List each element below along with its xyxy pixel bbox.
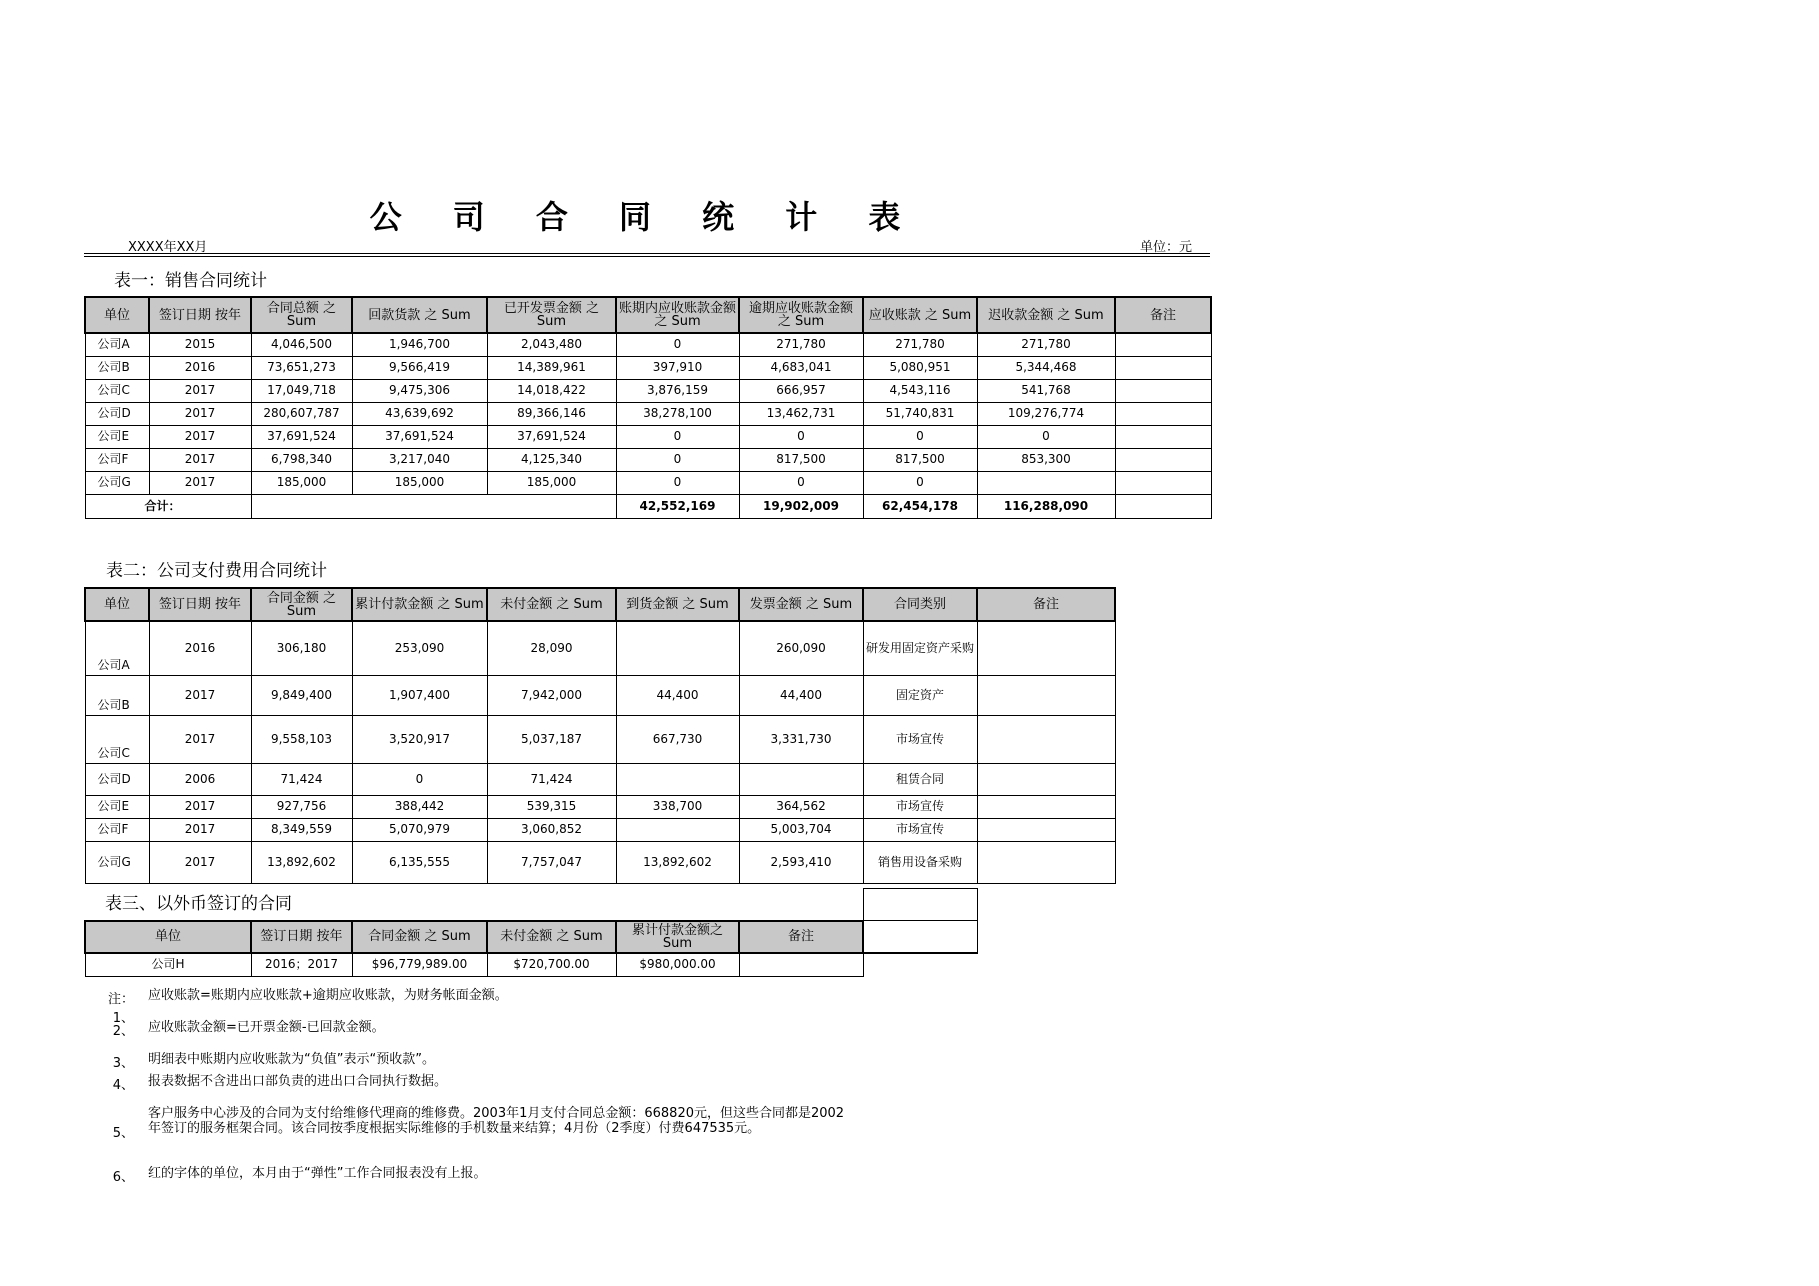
note-number: 注：1、 bbox=[107, 992, 134, 1026]
table1-cell: 37,691,524 bbox=[487, 425, 616, 448]
table2-cell: 市场宣传 bbox=[863, 715, 977, 763]
table2-cell: 0 bbox=[352, 763, 487, 795]
table1-cell: 73,651,273 bbox=[251, 356, 352, 379]
table2-cell: 5,037,187 bbox=[487, 715, 616, 763]
table2-cell: 388,442 bbox=[352, 795, 487, 818]
table3-header-cell: 单位 bbox=[85, 921, 251, 953]
table2-cell: 13,892,602 bbox=[251, 841, 352, 883]
table1-cell: 185,000 bbox=[251, 471, 352, 494]
table3-cell: 公司H bbox=[85, 953, 251, 977]
table3-cell: 2016；2017 bbox=[251, 953, 352, 977]
table1-cell: 2,043,480 bbox=[487, 333, 616, 356]
table-row bbox=[85, 333, 1211, 356]
table-row bbox=[85, 402, 1211, 425]
table2-cell bbox=[977, 818, 1115, 841]
table-row bbox=[85, 621, 1115, 675]
table2-cell bbox=[616, 763, 739, 795]
table-row bbox=[85, 953, 977, 977]
table2-header-cell: 合同金额 之 Sum bbox=[251, 588, 352, 621]
table2-cell: 253,090 bbox=[352, 621, 487, 675]
table-row bbox=[85, 425, 1211, 448]
table2-cell bbox=[739, 763, 863, 795]
table2-cell: 364,562 bbox=[739, 795, 863, 818]
table2-cell: 2017 bbox=[149, 795, 251, 818]
table2-cell: 71,424 bbox=[487, 763, 616, 795]
table2-cell bbox=[977, 795, 1115, 818]
table1-cell: 109,276,774 bbox=[977, 402, 1115, 425]
company-cell: 公司F bbox=[85, 818, 149, 841]
table2-header-row bbox=[85, 588, 1115, 621]
table1-cell bbox=[1115, 379, 1211, 402]
table2-cell bbox=[977, 715, 1115, 763]
table2-header-cell: 未付金额 之 Sum bbox=[487, 588, 616, 621]
table1-cell: 0 bbox=[863, 425, 977, 448]
table1-cell: 43,639,692 bbox=[352, 402, 487, 425]
note-text: 应收账款金额=已开票金额-已回款金额。 bbox=[148, 1020, 385, 1035]
table1-cell: 853,300 bbox=[977, 448, 1115, 471]
table2-cell bbox=[616, 818, 739, 841]
table1-cell: 37,691,524 bbox=[251, 425, 352, 448]
table2-cell: 2017 bbox=[149, 818, 251, 841]
table2-header-cell: 发票金额 之 Sum bbox=[739, 588, 863, 621]
table2-cell: 2006 bbox=[149, 763, 251, 795]
table3-header-cell: 累计付款金额之 Sum bbox=[616, 921, 739, 953]
table1-cell: 397,910 bbox=[616, 356, 739, 379]
table1-header-cell: 回款货款 之 Sum bbox=[352, 297, 487, 333]
table-row bbox=[85, 818, 1115, 841]
note-text: 明细表中账期内应收账款为“负值”表示“预收款”。 bbox=[148, 1052, 435, 1067]
sales-contract-table bbox=[84, 296, 1212, 519]
report-date: XXXX年XX月 bbox=[128, 240, 208, 255]
table2-header-cell: 签订日期 按年 bbox=[149, 588, 251, 621]
table3-header-cell: 未付金额 之 Sum bbox=[487, 921, 616, 953]
table2-cell: 7,942,000 bbox=[487, 675, 616, 715]
table2-cell: 8,349,559 bbox=[251, 818, 352, 841]
table1-cell: 5,080,951 bbox=[863, 356, 977, 379]
table1-cell: 6,798,340 bbox=[251, 448, 352, 471]
table2-cell: 2016 bbox=[149, 621, 251, 675]
table2-cell: 2017 bbox=[149, 841, 251, 883]
table1-cell: 2016 bbox=[149, 356, 251, 379]
table2-cell: 市场宣传 bbox=[863, 795, 977, 818]
foreign-currency-table bbox=[84, 888, 978, 977]
note-text: 报表数据不含进出口部负责的进出口合同执行数据。 bbox=[148, 1074, 448, 1089]
company-cell: 公司C bbox=[85, 715, 149, 763]
table3-header-cell: 备注 bbox=[739, 921, 863, 953]
table1-cell: 271,780 bbox=[977, 333, 1115, 356]
table3-cell: $96,779,989.00 bbox=[352, 953, 487, 977]
table1-cell: 541,768 bbox=[977, 379, 1115, 402]
total-blank-cell bbox=[251, 494, 616, 518]
table2-cell: 306,180 bbox=[251, 621, 352, 675]
table3-title: 表三、以外币签订的合同 bbox=[105, 893, 292, 914]
table2-cell: 研发用固定资产采购 bbox=[863, 621, 977, 675]
table1-header-cell: 迟收款金额 之 Sum bbox=[977, 297, 1115, 333]
table2-cell bbox=[977, 675, 1115, 715]
company-cell: 公司D bbox=[85, 763, 149, 795]
table1-header-cell: 已开发票金额 之 Sum bbox=[487, 297, 616, 333]
total-value: 116,288,090 bbox=[977, 494, 1115, 518]
table1-cell: 4,543,116 bbox=[863, 379, 977, 402]
table1-header-cell: 备注 bbox=[1115, 297, 1211, 333]
table1-cell: 38,278,100 bbox=[616, 402, 739, 425]
report-subheader bbox=[84, 236, 1210, 254]
table1-cell: 817,500 bbox=[739, 448, 863, 471]
table1-cell bbox=[1115, 402, 1211, 425]
table1-cell: 2015 bbox=[149, 333, 251, 356]
table1-header-cell: 应收账款 之 Sum bbox=[863, 297, 977, 333]
table3-cell: $720,700.00 bbox=[487, 953, 616, 977]
table-row bbox=[85, 841, 1115, 883]
table1-header-cell: 单位 bbox=[85, 297, 149, 333]
table2-cell: 539,315 bbox=[487, 795, 616, 818]
header-rule-bottom bbox=[84, 256, 1210, 257]
company-cell: 公司F bbox=[85, 448, 149, 471]
table2-cell: 9,849,400 bbox=[251, 675, 352, 715]
table1-cell: 5,344,468 bbox=[977, 356, 1115, 379]
table1-cell bbox=[1115, 448, 1211, 471]
table1-header-cell: 账期内应收账款金额 之 Sum bbox=[616, 297, 739, 333]
table1-cell: 817,500 bbox=[863, 448, 977, 471]
table1-cell: 2017 bbox=[149, 425, 251, 448]
payment-contract-table bbox=[84, 587, 1116, 884]
table3-header-row bbox=[85, 921, 977, 953]
table2-cell: 13,892,602 bbox=[616, 841, 739, 883]
company-cell: 公司B bbox=[85, 675, 149, 715]
table1-cell bbox=[1115, 425, 1211, 448]
table1-cell bbox=[977, 471, 1115, 494]
note-text: 客户服务中心涉及的合同为支付给维修代理商的维修费。2003年1月支付合同总金额：668820元，但这些合同都是2002年签订的服务框架合同。该合同按季度根据实际维修的手机数量来结算；4月份（2季度）付费647535元。 bbox=[148, 1106, 845, 1136]
table2-cell bbox=[616, 621, 739, 675]
total-value: 19,902,009 bbox=[739, 494, 863, 518]
table2-cell bbox=[977, 841, 1115, 883]
table2-cell: 3,060,852 bbox=[487, 818, 616, 841]
company-cell: 公司A bbox=[85, 333, 149, 356]
table1-cell: 9,566,419 bbox=[352, 356, 487, 379]
table2-cell bbox=[977, 763, 1115, 795]
table1-cell bbox=[1115, 471, 1211, 494]
note-number: 3、 bbox=[112, 1056, 134, 1071]
table1-cell: 37,691,524 bbox=[352, 425, 487, 448]
table1-cell: 0 bbox=[977, 425, 1115, 448]
table-row bbox=[85, 763, 1115, 795]
table2-cell: 71,424 bbox=[251, 763, 352, 795]
table1-cell: 2017 bbox=[149, 448, 251, 471]
note-number: 5、 bbox=[112, 1126, 134, 1141]
table3-header-cell: 签订日期 按年 bbox=[251, 921, 352, 953]
company-cell: 公司E bbox=[85, 425, 149, 448]
table2-cell: 260,090 bbox=[739, 621, 863, 675]
table-row bbox=[85, 715, 1115, 763]
table2-cell: 28,090 bbox=[487, 621, 616, 675]
header-rule-top bbox=[84, 253, 1210, 254]
table-row bbox=[85, 379, 1211, 402]
note-text: 红的字体的单位，本月由于“弹性”工作合同报表没有上报。 bbox=[148, 1166, 487, 1181]
table2-cell: 9,558,103 bbox=[251, 715, 352, 763]
table2-cell: 2,593,410 bbox=[739, 841, 863, 883]
table1-cell: 89,366,146 bbox=[487, 402, 616, 425]
table2-cell: 固定资产 bbox=[863, 675, 977, 715]
table1-cell: 4,125,340 bbox=[487, 448, 616, 471]
table-row bbox=[85, 795, 1115, 818]
table2-cell: 667,730 bbox=[616, 715, 739, 763]
table1-cell: 4,046,500 bbox=[251, 333, 352, 356]
report-unit: 单位：元 bbox=[1139, 240, 1192, 255]
total-label: 合计： bbox=[85, 494, 251, 518]
table1-cell: 0 bbox=[616, 333, 739, 356]
table1-cell bbox=[1115, 356, 1211, 379]
table1-header-cell: 逾期应收账款金额 之 Sum bbox=[739, 297, 863, 333]
table1-header-cell: 合同总额 之 Sum bbox=[251, 297, 352, 333]
table2-cell: 销售用设备采购 bbox=[863, 841, 977, 883]
table2-cell: 7,757,047 bbox=[487, 841, 616, 883]
report-title: 公 司 合 同 统 计 表 bbox=[369, 198, 921, 236]
total-blank-cell bbox=[1115, 494, 1211, 518]
table1-title: 表一：销售合同统计 bbox=[114, 271, 267, 291]
table1-cell: 280,607,787 bbox=[251, 402, 352, 425]
table1-cell: 0 bbox=[616, 425, 739, 448]
table1-cell: 2017 bbox=[149, 471, 251, 494]
note-text: 应收账款=账期内应收账款+逾期应收账款，为财务帐面金额。 bbox=[148, 988, 508, 1003]
table3-empty-cell bbox=[863, 953, 977, 977]
total-value: 62,454,178 bbox=[863, 494, 977, 518]
company-cell: 公司G bbox=[85, 841, 149, 883]
table1-cell: 0 bbox=[616, 471, 739, 494]
table1-cell: 2017 bbox=[149, 402, 251, 425]
company-cell: 公司E bbox=[85, 795, 149, 818]
table-row bbox=[85, 471, 1211, 494]
table1-cell: 9,475,306 bbox=[352, 379, 487, 402]
table2-cell: 5,070,979 bbox=[352, 818, 487, 841]
table1-cell: 185,000 bbox=[352, 471, 487, 494]
table1-cell: 0 bbox=[739, 425, 863, 448]
table2-cell: 44,400 bbox=[739, 675, 863, 715]
table2-cell bbox=[977, 621, 1115, 675]
table2-cell: 927,756 bbox=[251, 795, 352, 818]
table1-cell: 13,462,731 bbox=[739, 402, 863, 425]
table3-side-cell bbox=[863, 889, 977, 921]
table1-cell: 271,780 bbox=[863, 333, 977, 356]
table1-cell: 4,683,041 bbox=[739, 356, 863, 379]
table2-header-cell: 到货金额 之 Sum bbox=[616, 588, 739, 621]
table2-header-cell: 单位 bbox=[85, 588, 149, 621]
table1-cell: 2017 bbox=[149, 379, 251, 402]
table3-title-row bbox=[85, 889, 977, 921]
table1-cell bbox=[1115, 333, 1211, 356]
note-number: 6、 bbox=[112, 1170, 134, 1185]
table2-cell: 2017 bbox=[149, 675, 251, 715]
table1-cell: 0 bbox=[863, 471, 977, 494]
table1-cell: 17,049,718 bbox=[251, 379, 352, 402]
table1-cell: 185,000 bbox=[487, 471, 616, 494]
table1-cell: 0 bbox=[616, 448, 739, 471]
table1-cell: 0 bbox=[739, 471, 863, 494]
company-cell: 公司A bbox=[85, 621, 149, 675]
table1-cell: 51,740,831 bbox=[863, 402, 977, 425]
table3-cell bbox=[739, 953, 863, 977]
total-value: 42,552,169 bbox=[616, 494, 739, 518]
table-row bbox=[85, 448, 1211, 471]
table1-header-cell: 签订日期 按年 bbox=[149, 297, 251, 333]
table3-side-cell bbox=[863, 921, 977, 953]
table1-total-row bbox=[85, 494, 1211, 518]
table1-cell: 14,018,422 bbox=[487, 379, 616, 402]
table2-cell: 2017 bbox=[149, 715, 251, 763]
table2-cell: 338,700 bbox=[616, 795, 739, 818]
table2-header-cell: 累计付款金额 之 Sum bbox=[352, 588, 487, 621]
table2-cell: 3,520,917 bbox=[352, 715, 487, 763]
table-row bbox=[85, 675, 1115, 715]
table2-cell: 44,400 bbox=[616, 675, 739, 715]
note-number: 4、 bbox=[112, 1078, 134, 1093]
table2-header-cell: 合同类别 bbox=[863, 588, 977, 621]
table1-cell: 3,217,040 bbox=[352, 448, 487, 471]
table3-header-cell: 合同金额 之 Sum bbox=[352, 921, 487, 953]
table2-cell: 租赁合同 bbox=[863, 763, 977, 795]
table3-cell: $980,000.00 bbox=[616, 953, 739, 977]
company-cell: 公司B bbox=[85, 356, 149, 379]
table1-cell: 1,946,700 bbox=[352, 333, 487, 356]
table2-cell: 1,907,400 bbox=[352, 675, 487, 715]
company-cell: 公司G bbox=[85, 471, 149, 494]
table2-cell: 5,003,704 bbox=[739, 818, 863, 841]
table1-cell: 3,876,159 bbox=[616, 379, 739, 402]
note-number: 2、 bbox=[112, 1024, 134, 1039]
table1-cell: 666,957 bbox=[739, 379, 863, 402]
table2-cell: 6,135,555 bbox=[352, 841, 487, 883]
company-cell: 公司C bbox=[85, 379, 149, 402]
company-cell: 公司D bbox=[85, 402, 149, 425]
table2-cell: 市场宣传 bbox=[863, 818, 977, 841]
table2-cell: 3,331,730 bbox=[739, 715, 863, 763]
table-row bbox=[85, 356, 1211, 379]
table2-header-cell: 备注 bbox=[977, 588, 1115, 621]
table1-cell: 14,389,961 bbox=[487, 356, 616, 379]
table1-cell: 271,780 bbox=[739, 333, 863, 356]
table1-header-row bbox=[85, 297, 1211, 333]
table2-title: 表二：公司支付费用合同统计 bbox=[106, 561, 327, 581]
